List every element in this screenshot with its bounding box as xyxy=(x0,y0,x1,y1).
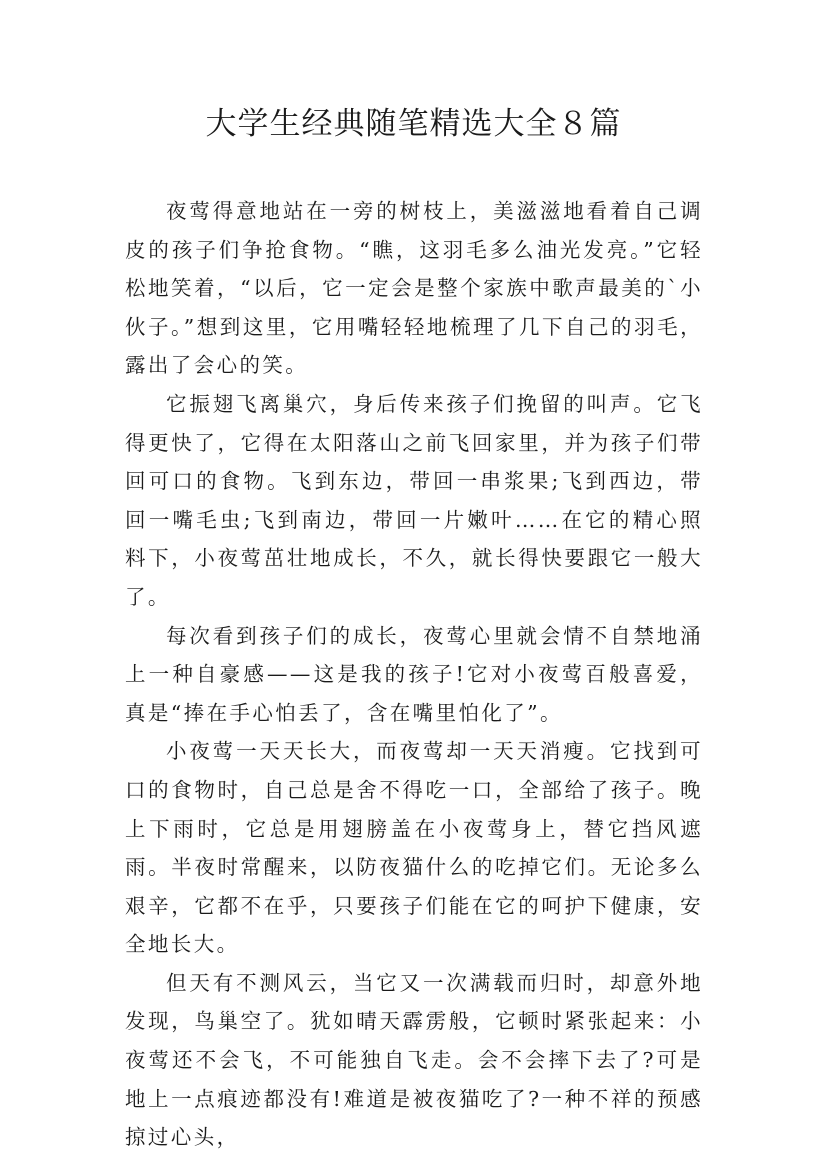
paragraph: 它振翅飞离巢穴，身后传来孩子们挽留的叫声。它飞得更快了，它得在太阳落山之前飞回家里，并为孩子们带回可口的食物。飞到东边，带回一串浆果;飞到西边，带回一嘴毛虫;飞到南边，带回一片嫩叶……在它的精心照料下，小夜莺茁壮地成长，不久，就长得快要跟它一般大了。 xyxy=(125,391,703,609)
paragraph: 每次看到孩子们的成长，夜莺心里就会情不自禁地涌上一种自豪感——这是我的孩子!它对小夜莺百般喜爱，真是“捧在手心怕丢了，含在嘴里怕化了”。 xyxy=(125,623,703,725)
document-title: 大学生经典随笔精选大全８篇 xyxy=(205,106,622,142)
document-body xyxy=(125,192,703,1157)
paragraph: 小夜莺一天天长大，而夜莺却一天天消瘦。它找到可口的食物时，自己总是舍不得吃一口，全部给了孩子。晚上下雨时，它总是用翅膀盖在小夜莺身上，替它挡风遮雨。半夜时常醒来，以防夜猫什么的吃掉它们。无论多么艰辛，它都不在乎，只要孩子们能在它的呵护下健康，安全地长大。 xyxy=(125,739,703,957)
paragraph: 但天有不测风云，当它又一次满载而归时，却意外地发现，鸟巢空了。犹如晴天霹雳般，它顿时紧张起来：小夜莺还不会飞，不可能独自飞走。会不会摔下去了?可是地上一点痕迹都没有!难道是被夜猫吃了?一种不祥的预感掠过心头， xyxy=(125,970,703,1150)
paragraph: 夜莺得意地站在一旁的树枝上，美滋滋地看着自己调皮的孩子们争抢食物。“瞧，这羽毛多么油光发亮。”它轻松地笑着，“以后，它一定会是整个家族中歌声最美的`小伙子。”想到这里，它用嘴轻轻地梳理了几下自己的羽毛，露出了会心的笑。 xyxy=(125,199,703,378)
